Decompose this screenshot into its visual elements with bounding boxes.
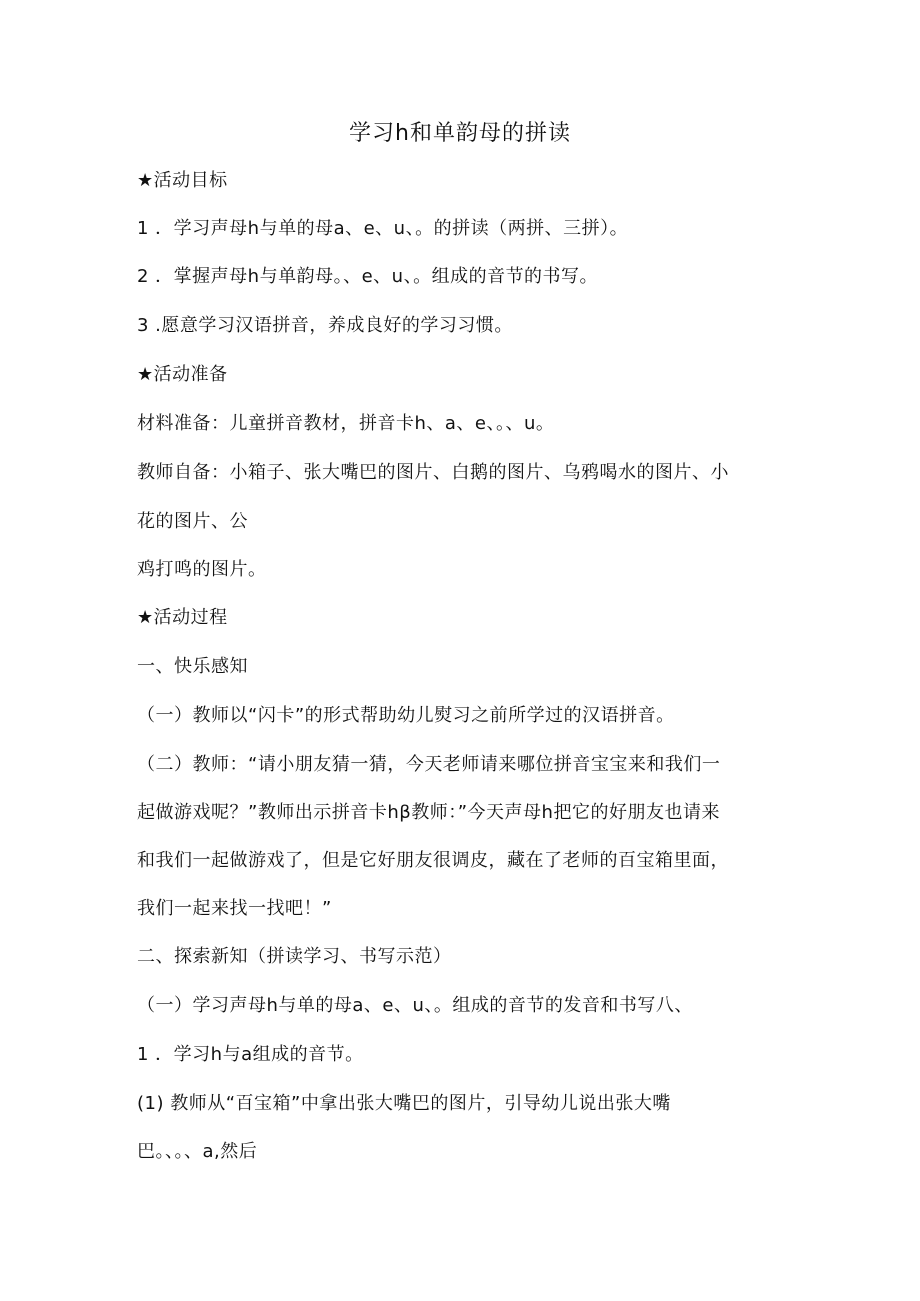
material-preparation: 材料准备：儿童拼音教材，拼音卡h、a、e、。、u。 [137,413,555,434]
perception-step-2-line-1: （二）教师：“请小朋友猜一猜，今天老师请来哪位拼音宝宝来和我们一 [137,754,721,775]
section-heading-preparation: ★活动准备 [137,364,228,385]
explore-step-1: （一）学习声母h与单的母a、e、u、。组成的音节的发音和书写八、 [137,995,693,1016]
perception-step-1: （一）教师以“闪卡”的形式帮助幼儿熨习之前所学过的汉语拼音。 [137,705,675,726]
teacher-preparation-line-2: 花的图片、公 [137,511,248,532]
subsection-heading-perception: 一、快乐感知 [137,656,248,677]
perception-step-2-line-3: 和我们一起做游戏了，但是它好朋友很调皮，藏在了老师的百宝箱里面， [137,850,729,871]
subsection-heading-explore: 二、探索新知（拼读学习、书写示范） [137,946,452,967]
document-title: 学习h和单韵母的拼读 [349,121,571,146]
section-heading-goals: ★活动目标 [137,170,228,191]
section-heading-process: ★活动过程 [137,607,228,628]
perception-step-2-line-4: 我们一起来找一找吧！” [137,898,332,919]
teacher-preparation-line-3: 鸡打鸣的图片。 [137,559,267,580]
explore-step-1-item-1: 1 ．学习h与a组成的音节。 [137,1044,364,1065]
goal-item-1: 1 ．学习声母h与单的母a、e、u、。的拼读（两拼、三拼）。 [137,218,629,239]
goal-item-2: 2 ．掌握声母h与单韵母。、e、u、。组成的音节的书写。 [137,266,599,287]
perception-step-2-line-2: 起做游戏呢？”教师出示拼音卡hβ教师：”今天声母h把它的好朋友也请来 [137,802,720,823]
explore-step-1-item-1-sub-line-2: 巴。、。、a,然后 [137,1141,258,1162]
teacher-preparation-line-1: 教师自备：小箱子、张大嘴巴的图片、白鹅的图片、乌鸦喝水的图片、小 [137,462,729,483]
goal-item-3: 3 .愿意学习汉语拼音，养成良好的学习习惯。 [137,315,513,336]
explore-step-1-item-1-sub-line-1: (1) 教师从“百宝箱”中拿出张大嘴巴的图片，引导幼儿说出张大嘴 [137,1093,671,1114]
